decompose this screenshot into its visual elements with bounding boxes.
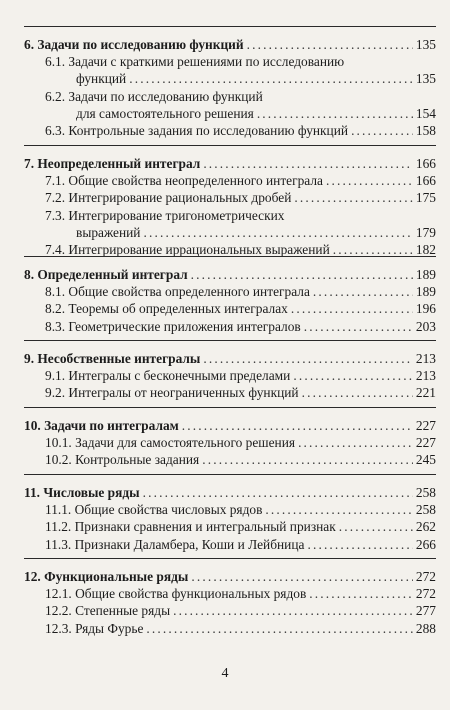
leader-dots (294, 189, 413, 206)
entry-title: 7.2. Интегрирование рациональных дробей (45, 190, 292, 206)
toc-entry (24, 620, 436, 637)
chapter-title: 11. Числовые ряды (24, 485, 140, 500)
entry-title: 7.3. Интегрирование тригонометрических (45, 207, 285, 223)
entry-title: 11.3. Признаки Даламбера, Коши и Лейбница (45, 536, 305, 552)
toc-entry (24, 501, 436, 518)
entry-page: 179 (415, 224, 436, 240)
entry-page: 175 (415, 190, 436, 206)
entry-title: 9.1. Интегралы с бесконечными пределами (45, 368, 291, 384)
leader-dots (313, 283, 413, 300)
leader-dots (202, 451, 413, 468)
entry-page: 221 (415, 385, 436, 401)
toc-entry (24, 384, 436, 401)
entry-page: 182 (415, 241, 436, 257)
leader-dots (304, 318, 413, 335)
leader-dots (298, 434, 413, 451)
chapter-heading (24, 417, 436, 434)
entry-page: 288 (415, 620, 436, 636)
toc-entry (24, 283, 436, 300)
leader-dots (291, 300, 413, 317)
entry-page: 158 (415, 122, 436, 138)
toc-entry (24, 367, 436, 384)
chapter-heading (24, 350, 436, 367)
chapter-heading (24, 568, 436, 585)
entry-page: 258 (415, 502, 436, 518)
toc-entry (24, 172, 436, 189)
chapter-page: 166 (415, 156, 436, 171)
toc-entry (24, 318, 436, 335)
chapter-page: 272 (415, 569, 436, 584)
toc-chapter (24, 474, 436, 553)
leader-dots (191, 266, 413, 283)
entry-title: 9.2. Интегралы от неограниченных функций (45, 385, 299, 401)
entry-title: 8.2. Теоремы об определенных интегралах (45, 301, 288, 317)
leader-dots (339, 518, 413, 535)
chapter-page: 258 (415, 485, 436, 500)
chapter-title: 10. Задачи по интегралам (24, 418, 179, 433)
entry-title: 12.1. Общие свойства функциональных рядов (45, 586, 307, 602)
leader-dots (143, 484, 413, 501)
entry-page: 135 (415, 71, 436, 87)
entry-title-cont: для самостоятельного решения (76, 105, 254, 121)
chapter-page: 135 (415, 37, 436, 52)
entry-page: 154 (415, 105, 436, 121)
entry-page: 166 (415, 173, 436, 189)
chapter-title: 9. Несобственные интегралы (24, 351, 201, 366)
entry-title: 7.1. Общие свойства неопределенного интеграла (45, 173, 323, 189)
entry-title: 8.1. Общие свойства определенного интеграла (45, 284, 310, 300)
leader-dots (351, 122, 413, 139)
page-number: 4 (221, 666, 229, 681)
toc-entry (24, 53, 436, 70)
toc-entry (24, 434, 436, 451)
toc-chapter (24, 256, 436, 335)
entry-page: 189 (415, 284, 436, 300)
chapter-heading (24, 155, 436, 172)
leader-dots (307, 536, 412, 553)
leader-dots (302, 384, 413, 401)
toc-entry (24, 602, 436, 619)
leader-dots (257, 105, 413, 122)
entry-title-cont: выражений (76, 224, 141, 240)
toc-entry-cont (24, 105, 436, 122)
entry-title: 6.1. Задачи с краткими решениями по исследованию (45, 54, 345, 70)
leader-dots (143, 224, 412, 241)
toc-chapter (24, 558, 436, 637)
toc-entry (24, 300, 436, 317)
toc-entry-cont (24, 224, 436, 241)
chapter-heading (24, 266, 436, 283)
leader-dots (173, 602, 413, 619)
entry-title: 7.4. Интегрирование иррациональных выражений (45, 241, 330, 257)
chapter-page: 227 (415, 418, 436, 433)
chapter-page: 189 (415, 267, 436, 282)
toc-entry (24, 189, 436, 206)
toc-entry (24, 518, 436, 535)
leader-dots (203, 350, 413, 367)
toc-entry (24, 88, 436, 105)
leader-dots (293, 367, 413, 384)
leader-dots (265, 501, 412, 518)
entry-page: 213 (415, 368, 436, 384)
chapter-title: 12. Функциональные ряды (24, 569, 189, 584)
leader-dots (182, 417, 413, 434)
chapter-title: 6. Задачи по исследованию функций (24, 37, 244, 52)
leader-dots (326, 172, 413, 189)
entry-title: 11.2. Признаки сравнения и интегральный признак (45, 519, 336, 535)
entry-page: 227 (415, 435, 436, 451)
leader-dots (146, 620, 413, 637)
entry-page: 272 (415, 586, 436, 602)
entry-page: 245 (415, 452, 436, 468)
chapter-title: 8. Определенный интеграл (24, 267, 188, 282)
toc-chapter (24, 26, 436, 139)
entry-title: 12.2. Степенные ряды (45, 603, 171, 619)
chapter-title: 7. Неопределенный интеграл (24, 156, 201, 171)
toc-entry (24, 122, 436, 139)
entry-title-cont: функций (76, 71, 127, 87)
toc-entry-cont (24, 70, 436, 87)
entry-page: 266 (415, 536, 436, 552)
entry-title: 11.1. Общие свойства числовых рядов (45, 502, 263, 518)
entry-title: 6.2. Задачи по исследованию функций (45, 88, 263, 104)
toc-entry (24, 451, 436, 468)
toc-entry (24, 585, 436, 602)
entry-title: 10.1. Задачи для самостоятельного решения (45, 435, 296, 451)
entry-page: 196 (415, 301, 436, 317)
toc-chapter (24, 340, 436, 402)
entry-title: 12.3. Ряды Фурье (45, 620, 144, 636)
chapter-page: 213 (415, 351, 436, 366)
entry-page: 203 (415, 318, 436, 334)
toc-entry (24, 536, 436, 553)
toc-chapter (24, 407, 436, 469)
entry-title: 6.3. Контрольные задания по исследованию функций (45, 122, 349, 138)
chapter-heading (24, 484, 436, 501)
leader-dots (309, 585, 413, 602)
toc-chapter (24, 145, 436, 258)
entry-title: 8.3. Геометрические приложения интегралов (45, 318, 301, 334)
entry-title: 10.2. Контрольные задания (45, 452, 200, 468)
toc-entry (24, 207, 436, 224)
leader-dots (129, 70, 413, 87)
leader-dots (203, 155, 413, 172)
leader-dots (247, 36, 413, 53)
leader-dots (191, 568, 413, 585)
entry-page: 277 (415, 603, 436, 619)
chapter-heading (24, 36, 436, 53)
entry-page: 262 (415, 519, 436, 535)
